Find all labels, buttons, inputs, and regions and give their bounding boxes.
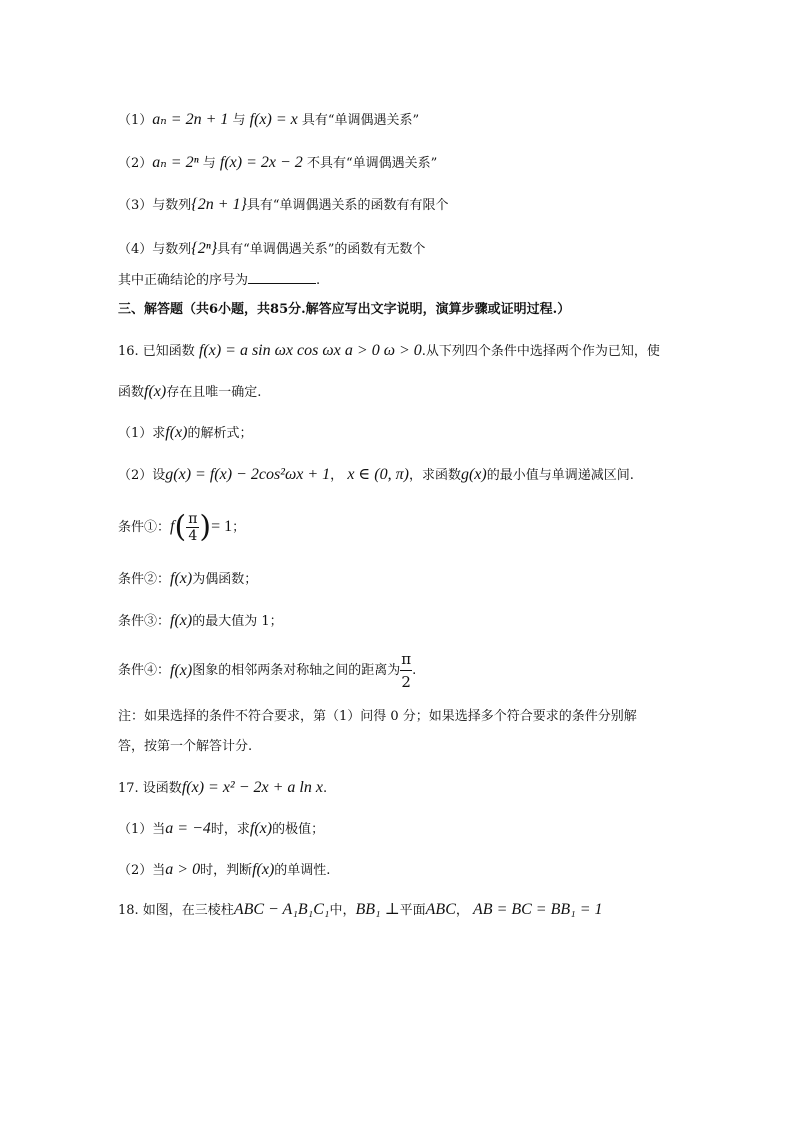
- statement-text: 与: [202, 156, 216, 171]
- condition-label: 条件④：: [118, 663, 171, 678]
- condition-label: 条件②：: [118, 572, 171, 587]
- q16-label: 16. 已知函数: [118, 344, 195, 359]
- statement-1: [118, 111, 419, 130]
- q17-label: 17. 设函数: [118, 781, 182, 796]
- q17-end: .: [322, 781, 328, 796]
- q16-text: 函数: [118, 385, 145, 400]
- fraction-denominator: 2: [401, 673, 411, 691]
- math-expression: f(x) = 2x − 2: [219, 154, 303, 171]
- math-expression: ABC − A₁B₁C₁: [233, 901, 330, 918]
- part-text: （2）当: [118, 863, 166, 878]
- math-expression: f(x) = x² − 2x + a ln x: [181, 779, 323, 796]
- q18-label: 18. 如图，在三棱柱: [118, 903, 234, 918]
- math-expression: ABC: [425, 901, 456, 918]
- math-expression: f(x): [170, 570, 193, 587]
- part-text: 的极值；: [272, 822, 325, 837]
- math-expression: {2ⁿ}: [191, 240, 218, 257]
- math-expression: f(x): [252, 861, 275, 878]
- math-expression: f(x): [170, 662, 193, 679]
- q16-text: 存在且唯一确定.: [166, 385, 262, 400]
- math-expression: a = −4: [165, 820, 211, 837]
- statement-text: 与数列: [152, 198, 192, 213]
- statement-text: 具有“单调偶遇关系”: [301, 113, 420, 128]
- math-expression: f(x): [144, 383, 167, 400]
- math-expression: g(x) = f(x) − 2cos²ωx + 1: [165, 466, 331, 483]
- note-line-1: 注：如果选择的条件不符合要求，第（1）问得 0 分；如果选择多个符合要求的条件分别解: [118, 709, 637, 724]
- fraction-denominator: 4: [188, 528, 198, 544]
- part-text: （2）设: [118, 468, 166, 483]
- math-expression: f(x) = a sin ωx cos ωx: [198, 342, 341, 359]
- part-text: ，求函数: [408, 468, 461, 483]
- conclusion-end: .: [316, 273, 321, 288]
- q18-text: 平面: [399, 903, 426, 918]
- statement-text: 与: [232, 113, 246, 128]
- condition-text: 图象的相邻两条对称轴之间的距离为: [192, 663, 401, 678]
- math-expression: f(x): [249, 820, 273, 837]
- note-line-2: 答，按第一个解答计分.: [118, 739, 253, 754]
- fraction: [186, 511, 199, 544]
- q16-stem-text: .从下列四个条件中选择两个作为已知，使: [421, 344, 660, 359]
- fraction-numerator: π: [188, 511, 198, 527]
- math-expression: {2n + 1}: [191, 196, 247, 213]
- condition-end: ；: [232, 520, 246, 535]
- math-expression: a > 0: [165, 861, 201, 878]
- q18-text: 中，: [329, 903, 356, 918]
- math-expression: aₙ = 2ⁿ: [152, 154, 199, 171]
- statement-text: 具有“单调偶遇关系”的函数有无数个: [217, 242, 426, 257]
- statement-number: （2）: [118, 156, 153, 171]
- part-text: 时，求: [210, 822, 250, 837]
- statement-number: （4）: [118, 242, 153, 257]
- part-text: 的单调性.: [274, 863, 331, 878]
- q18-stem: [118, 901, 603, 920]
- math-expression: f: [170, 518, 175, 535]
- condition-4: [118, 648, 416, 693]
- q18-text: ，: [455, 903, 469, 918]
- part-text: ，: [330, 468, 344, 483]
- condition-text: 的最大值为 1；: [192, 614, 283, 629]
- fraction-numerator: π: [400, 648, 412, 671]
- math-expression: a > 0 ω > 0: [344, 342, 422, 359]
- q16-stem-line2: [118, 383, 261, 402]
- part-text: 时，判断: [200, 863, 253, 878]
- statement-text: 具有“单调偶遇关系的函数有有限个: [246, 198, 449, 213]
- paren-open: (: [174, 509, 187, 545]
- part-text: （1）求: [118, 426, 166, 441]
- paren-close: ): [199, 509, 212, 545]
- math-expression: x ∈ (0, π): [347, 466, 409, 483]
- statement-text: 不具有“单调偶遇关系”: [306, 156, 438, 171]
- math-expression: = 1: [211, 518, 233, 535]
- condition-2: [118, 570, 257, 589]
- fraction: [400, 648, 412, 693]
- part-text: （1）当: [118, 822, 166, 837]
- q17-stem: [118, 779, 327, 798]
- statement-number: （1）: [118, 113, 153, 128]
- q16-stem: [118, 342, 660, 361]
- math-expression: BB₁ ⊥: [355, 901, 400, 918]
- section-title: 三、解答题（共6小题，共85分.解答应写出文字说明，演算步骤或证明过程.）: [118, 302, 571, 317]
- q16-part-1: [118, 424, 253, 443]
- condition-end: .: [412, 663, 417, 678]
- condition-label: 条件③：: [118, 614, 171, 629]
- statement-4: [118, 240, 425, 259]
- condition-3: [118, 612, 283, 631]
- q17-part-2: [118, 861, 330, 880]
- conclusion-text: 其中正确结论的序号为: [118, 273, 249, 288]
- math-expression: g(x): [460, 466, 487, 483]
- condition-1: [118, 507, 245, 548]
- statement-3: [118, 196, 449, 215]
- part-text: 的最小值与单调递减区间.: [486, 468, 634, 483]
- math-expression: AB = BC = BB₁ = 1: [473, 901, 603, 918]
- condition-label: 条件①：: [118, 520, 171, 535]
- q16-part-2: [118, 466, 634, 485]
- statement-2: [118, 154, 437, 173]
- condition-text: 为偶函数；: [192, 572, 258, 587]
- q17-part-1: [118, 820, 324, 839]
- math-expression: f(x) = x: [249, 111, 298, 128]
- math-expression: f(x): [165, 424, 188, 441]
- answer-blank[interactable]: [248, 271, 316, 284]
- part-text: 的解析式；: [187, 426, 253, 441]
- math-expression: f(x): [170, 612, 193, 629]
- conclusion-line: [118, 271, 320, 290]
- statement-number: （3）: [118, 198, 153, 213]
- math-expression: aₙ = 2n + 1: [152, 111, 229, 128]
- statement-text: 与数列: [152, 242, 192, 257]
